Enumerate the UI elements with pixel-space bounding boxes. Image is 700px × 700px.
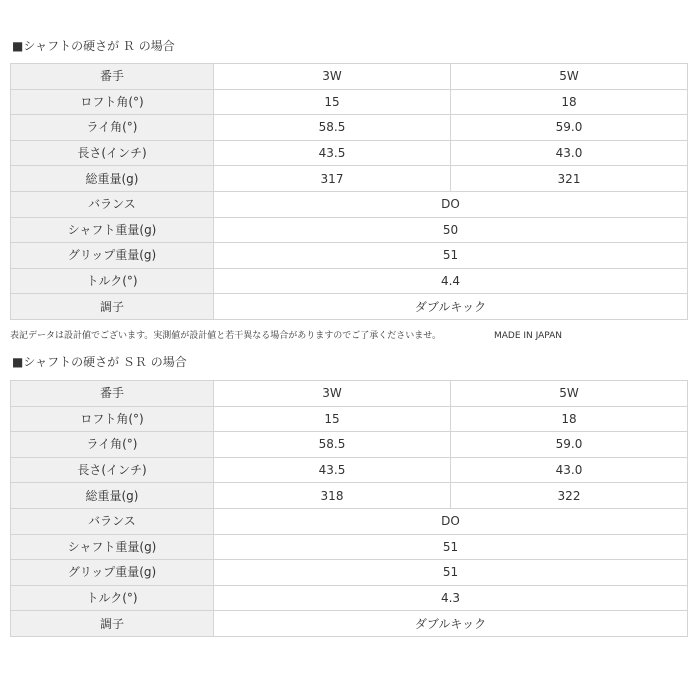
table-row: [11, 508, 688, 534]
grip-weight-value: 51: [214, 560, 688, 586]
table-row: [11, 268, 688, 294]
table-row: [11, 381, 688, 407]
spec-table-r: [10, 63, 688, 320]
loft-3w: 15: [214, 89, 451, 115]
row-label-balance: バランス: [11, 191, 214, 217]
table-row: [11, 243, 688, 269]
table-row: [11, 560, 688, 586]
row-label-torque: トルク(°): [11, 268, 214, 294]
made-in-label: MADE IN JAPAN: [494, 331, 563, 341]
row-label-shaft-weight: シャフト重量(g): [11, 217, 214, 243]
row-label-grip-weight: グリップ重量(g): [11, 243, 214, 269]
table-row: [11, 483, 688, 509]
header-5w: 5W: [451, 381, 688, 407]
lie-3w: 58.5: [214, 432, 451, 458]
section-title-r: ■シャフトの硬さが Ｒ の場合: [12, 39, 175, 53]
table-row: [11, 166, 688, 192]
grip-weight-value: 51: [214, 243, 688, 269]
table-row: [11, 64, 688, 90]
table-row: [11, 140, 688, 166]
row-label-total-weight: 総重量(g): [11, 483, 214, 509]
length-3w: 43.5: [214, 140, 451, 166]
torque-value: 4.3: [214, 585, 688, 611]
loft-3w: 15: [214, 406, 451, 432]
table-row: [11, 89, 688, 115]
row-label-lie: ライ角(°): [11, 432, 214, 458]
header-label-club: 番手: [11, 64, 214, 90]
total-weight-3w: 318: [214, 483, 451, 509]
row-label-torque: トルク(°): [11, 585, 214, 611]
table-row: [11, 406, 688, 432]
header-3w: 3W: [214, 64, 451, 90]
header-3w: 3W: [214, 381, 451, 407]
note-text: 表記データは設計値でございます。実測値が設計値と若干異なる場合がありますのでご了承くださいませ。: [10, 331, 442, 341]
row-label-shaft-weight: シャフト重量(g): [11, 534, 214, 560]
kick-point-value: ダブルキック: [214, 611, 688, 637]
length-5w: 43.0: [451, 140, 688, 166]
balance-value: DO: [214, 508, 688, 534]
lie-5w: 59.0: [451, 432, 688, 458]
table-row: [11, 585, 688, 611]
loft-5w: 18: [451, 89, 688, 115]
table-row: [11, 432, 688, 458]
kick-point-value: ダブルキック: [214, 294, 688, 320]
row-label-kick-point: 調子: [11, 294, 214, 320]
loft-5w: 18: [451, 406, 688, 432]
row-label-balance: バランス: [11, 508, 214, 534]
row-label-total-weight: 総重量(g): [11, 166, 214, 192]
table-row: [11, 534, 688, 560]
total-weight-5w: 321: [451, 166, 688, 192]
lie-3w: 58.5: [214, 115, 451, 141]
table-row: [11, 115, 688, 141]
table-row: [11, 217, 688, 243]
row-label-loft: ロフト角(°): [11, 406, 214, 432]
length-3w: 43.5: [214, 457, 451, 483]
table-row: [11, 191, 688, 217]
header-label-club: 番手: [11, 381, 214, 407]
row-label-length: 長さ(インチ): [11, 457, 214, 483]
row-label-grip-weight: グリップ重量(g): [11, 560, 214, 586]
total-weight-3w: 317: [214, 166, 451, 192]
shaft-weight-value: 51: [214, 534, 688, 560]
row-label-kick-point: 調子: [11, 611, 214, 637]
row-label-lie: ライ角(°): [11, 115, 214, 141]
shaft-weight-value: 50: [214, 217, 688, 243]
torque-value: 4.4: [214, 268, 688, 294]
section-title-sr: ■シャフトの硬さが ＳＲ の場合: [12, 355, 187, 369]
total-weight-5w: 322: [451, 483, 688, 509]
balance-value: DO: [214, 191, 688, 217]
table-row: [11, 294, 688, 320]
row-label-length: 長さ(インチ): [11, 140, 214, 166]
spec-table-sr: [10, 380, 688, 637]
lie-5w: 59.0: [451, 115, 688, 141]
length-5w: 43.0: [451, 457, 688, 483]
table-row: [11, 611, 688, 637]
table-row: [11, 457, 688, 483]
row-label-loft: ロフト角(°): [11, 89, 214, 115]
header-5w: 5W: [451, 64, 688, 90]
spec-note: [10, 330, 563, 342]
